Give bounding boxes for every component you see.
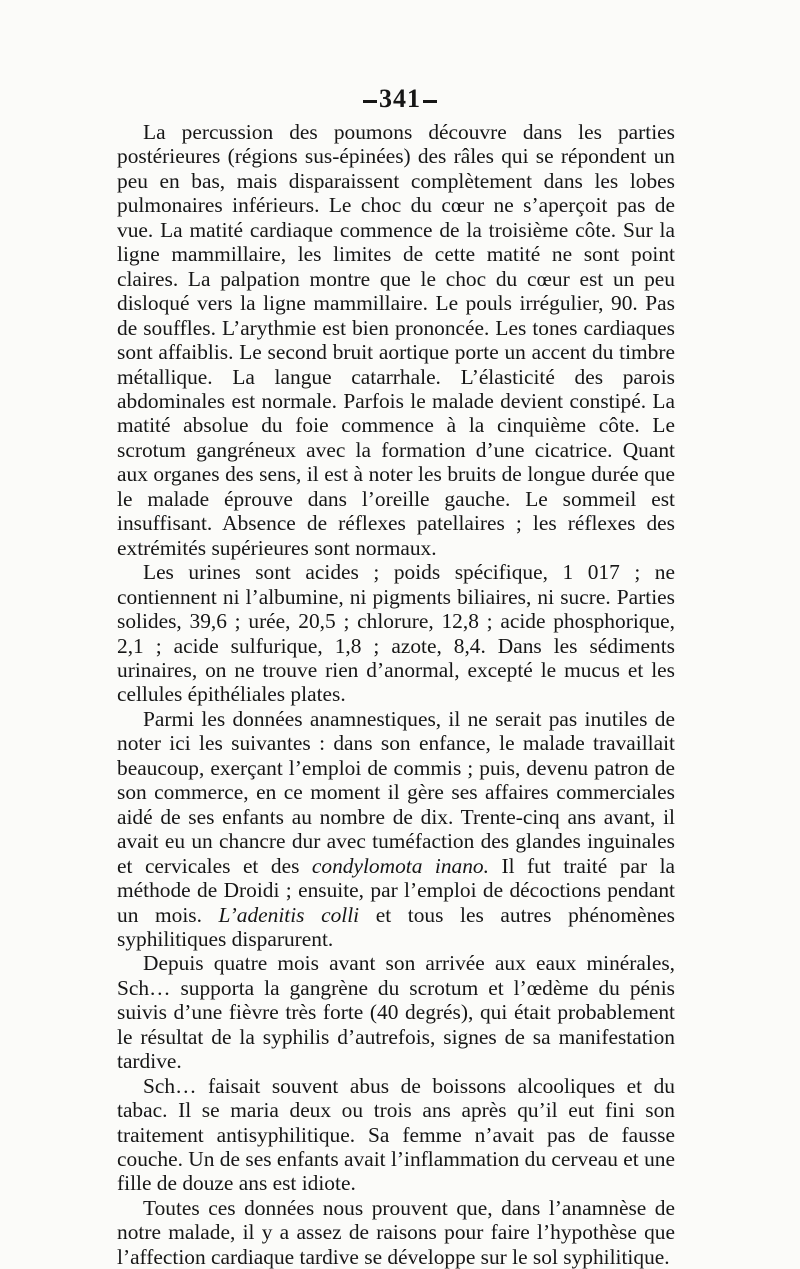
page-number-header [0, 84, 800, 114]
header-dash-right [423, 100, 437, 103]
body-text [117, 120, 675, 1269]
paragraph-text: La percussion des poumons découvre dans les parties postérieures (régions sus-épinées) des râles qui se répondent un peu en bas, mais disparaissent complètement dans les lobes pulmonaires inférieurs. Le choc du cœur ne s’aperçoit pas de vue. La matité cardiaque commence de la troisième côte. Sur la ligne mammillaire, les limites de cette matité ne sont point claires. La palpation montre que le choc du cœur est un peu disloqué vers la ligne mammillaire. Le pouls irrégulier, 90. Pas de souffles. L’arythmie est bien prononcée. Les tones cardiaques sont affaiblis. Le second bruit aortique porte un accent du timbre métallique. La langue catarrhale. L’élasticité des parois abdominales est normale. Parfois le malade devient constipé. La matité absolue du foie commence à la cinquième côte. Le scrotum gangréneux avec la formation d’une cicatrice. Quant aux organes des sens, il est à noter les bruits de longue durée que le malade éprouve dans l’oreille gauche. Le sommeil est insuffisant. Absence de réflexes patellaires ; les réflexes des extrémités supérieures sont normaux. [117, 120, 675, 560]
header-dash-left [363, 100, 377, 103]
page-number: 341 [379, 84, 421, 113]
paragraph [117, 1196, 675, 1269]
paragraph-text: Sch… faisait souvent abus de boissons alcooliques et du tabac. Il se maria deux ou trois ans après qu’il eut fini son traitement antisyphilitique. Sa femme n’avait pas de fausse couche. Un de ses enfants avait l’inflammation du cerveau et une fille de douze ans est idiote. [117, 1073, 675, 1196]
italic-text: condylomota inano. [311, 853, 489, 878]
paragraph [117, 707, 675, 952]
paragraph-text: Les urines sont acides ; poids spécifique, 1 017 ; ne contiennent ni l’albumine, ni pigments biliaires, ni sucre. Parties solides, 39,6 ; urée, 20,5 ; chlorure, 12,8 ; acide phosphorique, 2,1 ; acide sulfurique, 1,8 ; azote, 8,4. Dans les sédiments urinaires, on ne trouve rien d’anormal, excepté le mucus et les cellules épithéliales plates. [117, 560, 675, 707]
paragraph-text: Depuis quatre mois avant son arrivée aux eaux minérales, Sch… supporta la gangrène du scrotum et l’œdème du pénis suivis d’une fièvre très forte (40 degrés), qui était probablement le résultat de la syphilis d’autrefois, signes de sa manifestation tardive. [117, 951, 675, 1074]
paragraph-text: Toutes ces données nous prouvent que, dans l’anamnèse de notre malade, il y a assez de raisons pour faire l’hypothèse que l’affection cardiaque tardive se développe sur le sol syphilitique. [117, 1195, 675, 1269]
paragraph-text: Parmi les données anamnestiques, il ne serait pas inutiles de noter ici les suivantes : dans son enfance, le malade travaillait beaucoup, exerçant l’emploi de commis ; puis, devenu patron de son commerce, en ce moment il gère ses affaires commerciales aidé de ses enfants au nombre de dix. Trente-cinq ans avant, il avait eu un chancre dur avec tuméfaction des glandes inguinales et cervicales et des [117, 706, 675, 878]
paragraph [117, 560, 675, 707]
paragraph [117, 1074, 675, 1196]
italic-text: L’adenitis colli [218, 902, 360, 927]
paragraph-text: et tous les autres phénomènes syphilitiques disparurent. [117, 902, 676, 951]
paragraph-text: Il fut traité par la méthode de Droidi ; ensuite, par l’emploi de décoctions pendant un mois. [117, 853, 676, 927]
paragraph [117, 951, 675, 1073]
paragraph [117, 120, 675, 560]
